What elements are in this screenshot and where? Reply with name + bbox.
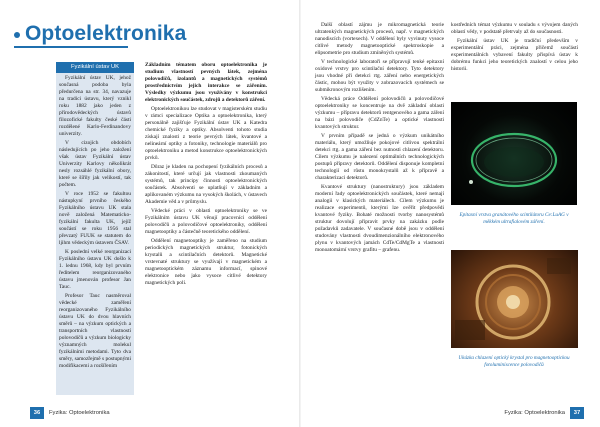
scintillator-photo xyxy=(451,102,577,205)
lead-paragraph: Základním tématem oboru optoelektronika je studium vlastností pevných látek, zejména polovodičů, izolantů a magnetických systémů prostřednictvím jejich interakce se zářením. Výsledky výzkumu jsou využívány v konstrukci elektronických součástek, zdrojů a detektorů záření. xyxy=(145,62,267,103)
sidebar-continuation: Fyzikální ústav UK je tradiční především v experimentální práci, zejména přičemž součástí experimentálních vybavení fakulty přispívá ústav k dobrému funkci jeho teoretických znalostí v celou jeho historii. xyxy=(451,38,578,72)
photo-caption: Epitaxní vrstva granátového scintilátoru Ce:LuAG v měkkém ultrafialovém záření. xyxy=(459,212,569,225)
crystal-photo xyxy=(451,250,578,348)
bullet-icon xyxy=(14,32,20,38)
sidebar-box xyxy=(56,62,134,395)
page-number-right: 37 xyxy=(570,407,584,419)
page-title-block xyxy=(14,22,186,46)
body-paragraph: V technologické laboratoři se připravují tenké epitaxní oxidové vrstvy pro scintilační detektory. Tyto detektory jsou vhodné při detekci rtg. záření nebo energetických částic, mohou být využity v zobrazovacích systémech se submikronovým rozlišením. xyxy=(315,59,444,93)
footer-right xyxy=(504,406,584,420)
sidebar-heading: Fyzikální ústav UK xyxy=(56,62,134,73)
body-paragraph: Optoelektronikou lze studovat v magisterském studiu v rámci specializace Optika a optoelektronika, který personálně zajišťuje Fyzikální ústav UK a Katedra chemické fyziky a optiky. Absolventi tohoto studia získají znalosti z teorie pevných látek, kvantové a nelineární optiky a fotoniky, technologie materiálů pro optoelektroniku a metod konstrukce optoelektronických prvků. xyxy=(145,106,267,161)
running-footer-left: Fyzika: Optoelektronika xyxy=(49,410,110,416)
sidebar-paragraph: K poslední velké reorganizaci Fyzikálního ústavu UK došlo k 1. lednu 1968, kdy byl prvním ředitelem reorganizovaného ústavu jmenován profesor Jan Tauc. xyxy=(59,249,131,290)
body-paragraph: Vědecké práci v oblasti optoelektroniky se ve Fyzikálním ústavu UK věnují pracovníci oddělení polovodičů a polovodičové optoelektroniky, oddělení magnetooptiky a částečně teoretického oddělení. xyxy=(145,208,267,235)
photo-caption: Ukázka chlazení optický krystal pro magnetooptickou fotoluminiscence polovodičů xyxy=(458,355,570,368)
body-paragraph: Kvantové struktury (nanostruktury) jsou základem moderní řady optoelektronických součástek, které nemají analogii v klasických materiálech. Cílem výzkumu je realizace experimentů, kterými lze ověřit předpovědi kvantové fyziky. Bohaté možnosti tvorby nanosystémů struktur dovolují připravit prvky na zakázku podle požadavků zadavatele. V současné době jsou v oddělení studovány vlastnosti dvoudimenzionálního elektronového plynu v kvantových jamách CdTe/CdMgTe a vlastnosti monoatomární vrstvy grafitu – grafenu. xyxy=(315,184,444,253)
page-title: Optoelektronika xyxy=(25,22,187,45)
title-underline xyxy=(14,46,128,48)
crystal-apparatus-graphic xyxy=(451,250,578,348)
sidebar-paragraph: V roce 1952 se fakultou nástupkyní prvního českého Fyzikálního ústavu UK stala nově založená Matematicko-fyzikální fakulta UK, jejíž součástí se roku 1956 stal převzatý FUUK se statutem do ljihm vědeckým ústavem ČSAV. xyxy=(59,191,131,246)
sidebar-paragraph: Profesor Tauc nasměroval vědecké zaměření reorganizovaného Fyzikálního ústavu UK do dvou hlavních směrů – na výzkum optických a transportních vlastností polovodičů a výzkum biologicky významných molekul fyzikálními metodami. Tyto dva směry, samozřejmě s postupnými modifikacemi a rozšířením xyxy=(59,293,131,369)
column-right-text xyxy=(315,22,444,256)
sidebar-paragraph: Fyzikální ústav UK, jehož současná podoba byla předurčena na str. 34, navazuje na tradici ústavu, který vznikl roku 1882 jako jeden z přírodovědeckých ústavů filozofické fakulty české části rozdělené Karlo-Ferdinandovy univerzity. xyxy=(59,75,131,137)
scintillator-glow-graphic xyxy=(451,102,577,205)
spread-fold xyxy=(299,0,301,427)
footer-left xyxy=(30,406,110,420)
body-paragraph: Další oblastí zájmu je mikromagnetická teorie ultratenkých magnetických procesů, např. v magnetických nanodiscích (vortexech). V oddělení byly vyvinuty vysoce citlivé metody magnetooptické spektroskopie a elipsometrie pro studium zmíněných systémů. xyxy=(315,22,444,56)
body-paragraph: Oddělení magnetooptiky je zaměřeno na studium periodických magnetických struktur, fotonických krystalů a scintilačních detektorů. Magnetické vrstevnaté struktury se využívají v magnetickém a magnetooptickém záznamu informací, spinové elektronice nebo jako vysoce citlivé detektory magnetických polí. xyxy=(145,238,267,286)
column-left-main xyxy=(145,62,267,289)
running-footer-right: Fyzika: Optoelektronika xyxy=(504,410,565,416)
body-paragraph: Vědecká práce Oddělení polovodičů a polovodičové optoelektroniky se koncentruje na dvě základní oblasti výzkumu – přípravu detektorů rentgenového a gama záření na bázi polovodiče (CdZnTe) a optické vlastnosti kvantových struktur. xyxy=(315,96,444,130)
sidebar-paragraph: V cizojích obdobích následujících po jeho založení však ústav Fyzikální ústav Univerzity Karlovy několikrát nesly rozsáhlé fyzikální obory, které se šířily jak velikostí, tak počtem. xyxy=(59,140,131,188)
sidebar-body xyxy=(56,73,134,374)
column-far-right xyxy=(451,22,578,75)
page-number-left: 36 xyxy=(30,407,44,419)
body-paragraph: V prvním případě se jedná o výzkum unikátního materiálu, který umožňuje pokojové citlivou spektrální detekci rtg. a gama záření bez nutnosti chlazení detektoru. Cílem výzkumu je nalezení optimálních technologických postupů přípravy detektorů. Oddělení disponuje kompletní technologií od růstu monokrystalů až k přípravě a charakterizaci detektorů. xyxy=(315,133,444,181)
sidebar-continuation: kostředních témat výzkumu v souladu s vývojem daných oblastí vědy, v podstatě přetrvaly až do současnosti. xyxy=(451,22,578,35)
body-paragraph: Důraz je kladen na pochopení fyzikálních procesů a zákonitostí, které určují jak vlastnosti zkoumaných systémů, tak principy činnosti optoelektronických součástek. Absolventi se uplatňují v základním a aplikovaném výzkumu na vysokých školách, v ústavech Akademie věd a v průmyslu. xyxy=(145,164,267,205)
